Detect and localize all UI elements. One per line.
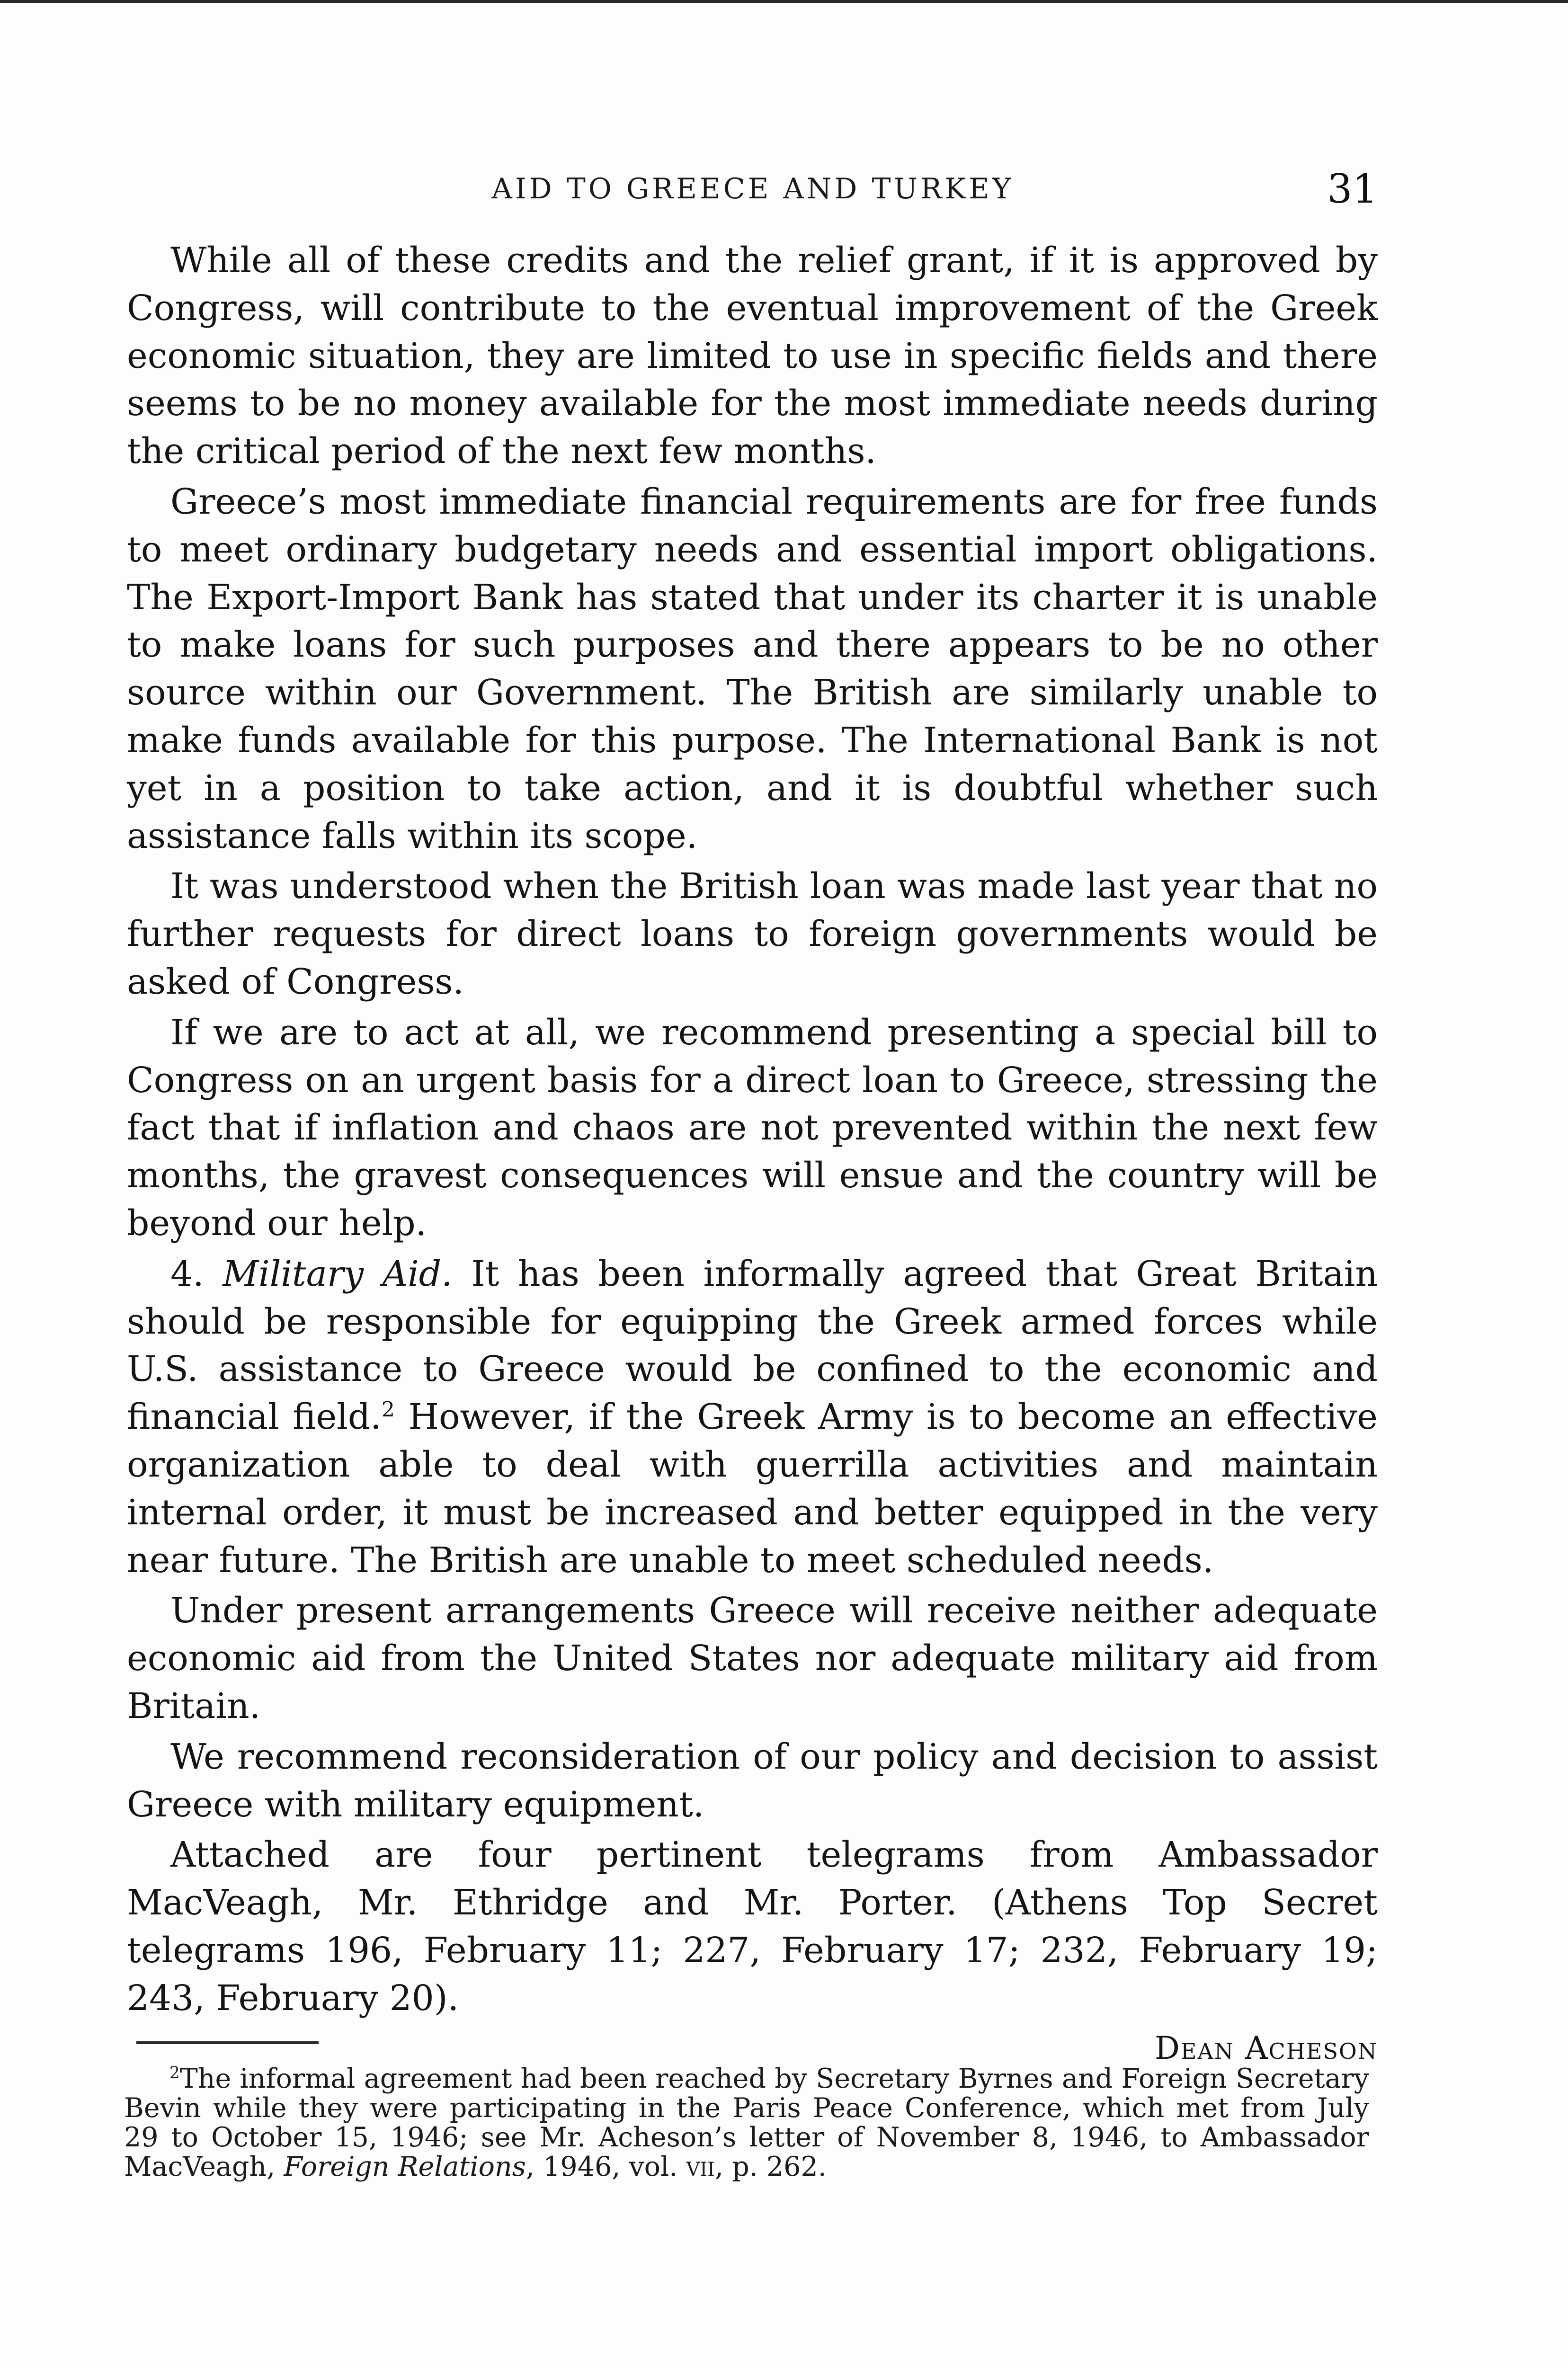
- signature: Dean Acheson: [1155, 2030, 1378, 2067]
- paragraph-present-arrangements: Under present arrangements Greece will receive neither adequate economic aid from the United States nor adequate military aid from Britain.: [127, 1590, 1378, 1726]
- footnote: [124, 2064, 1369, 2181]
- footnote-source-title: Foreign Relations: [284, 2151, 526, 2182]
- section-number: 4.: [170, 1253, 204, 1294]
- military-aid-text-b: However, if the Greek Army is to become an effective organization able to deal with guerrilla activities and maintain internal order, it must be increased and better equipped in the very near future. The British are unable to meet scheduled needs.: [127, 1397, 1378, 1581]
- running-head-title: AID TO GREECE AND TURKEY: [491, 172, 1014, 205]
- military-aid-text-a: It has been informally agreed that Great Britain should be responsible for equipping the Greek armed forces while U.S. assistance to Greece would be confined to the economic and financial field.: [127, 1253, 1378, 1438]
- body-text: [127, 237, 1378, 2072]
- footnote-rule: [136, 2041, 319, 2044]
- top-edge-rule: [0, 0, 1568, 3]
- paragraph-financial-requirements: Greece’s most immediate financial requirements are for free funds to meet ordinary budgetary needs and essential import obligations. The Export-Import Bank has stated that under its charter it is unable to make loans for such purposes and there appears to be no other source within our Government. The British are similarly unable to make funds available for this purpose. The International Bank is not yet in a position to take action, and it is doubtful whether such assistance falls within its scope.: [127, 481, 1378, 856]
- section-heading: Military Aid.: [223, 1253, 453, 1294]
- running-head: [128, 166, 1378, 212]
- footnote-text-a: The informal agreement had been reached by Secretary Byrnes and Foreign Secretary Bevin while they were participating in the Paris Peace Conference, which met from July 29 to October 15, 1946; see Mr. Acheson’s letter of November 8, 1946, to Ambassador MacVeagh,: [124, 2063, 1369, 2182]
- footnote-text-b: , 1946, vol.: [526, 2151, 678, 2182]
- page-number: 31: [1327, 166, 1378, 212]
- paragraph-recommendation: We recommend reconsideration of our policy and decision to assist Greece with military equipment.: [127, 1736, 1378, 1825]
- paragraph-telegrams: Attached are four pertinent telegrams from Ambassador MacVeagh, Mr. Ethridge and Mr. Porter. (Athens Top Secret telegrams 196, February 11; 227, February 17; 232, February 19; 243, February 20).: [127, 1834, 1378, 2019]
- footnote-text-c: , p. 262.: [714, 2151, 827, 2182]
- footnote-reference: 2: [381, 1397, 395, 1422]
- paragraph-military-aid: [127, 1250, 1378, 1584]
- footnote-marker: 2: [169, 2064, 180, 2082]
- paragraph-special-bill: If we are to act at all, we recommend presenting a special bill to Congress on an urgent basis for a direct loan to Greece, stressing the fact that if inflation and chaos are not prevented within the next few months, the gravest consequences will ensue and the country will be beyond our help.: [127, 1012, 1378, 1244]
- paragraph-credits: While all of these credits and the relief grant, if it is approved by Congress, will contribute to the eventual improvement of the Greek economic situation, they are limited to use in specific fields and there seems to be no money available for the most immediate needs during the critical period of the next few months.: [127, 240, 1378, 472]
- footnote-volume: vii: [686, 2151, 715, 2182]
- paragraph-british-loan: It was understood when the British loan was made last year that no further requests for direct loans to foreign governments would be asked of Congress.: [127, 866, 1378, 1002]
